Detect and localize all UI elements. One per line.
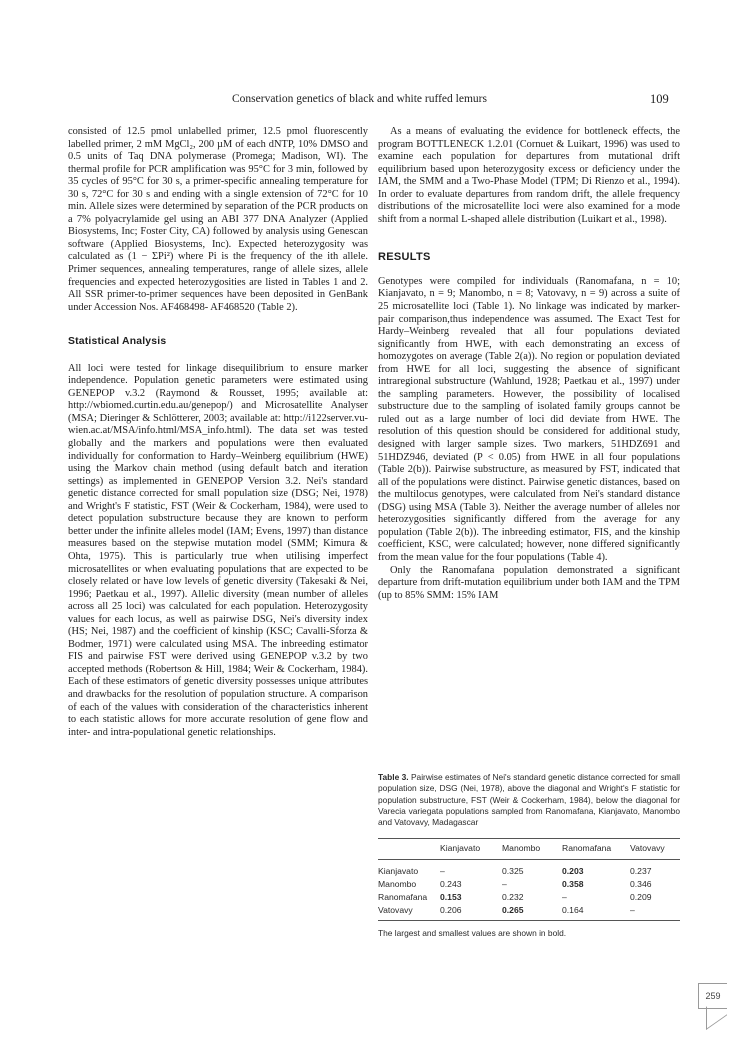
table-caption bbox=[378, 772, 680, 828]
table-row bbox=[378, 877, 680, 890]
table-header-cell bbox=[378, 839, 440, 860]
table-cell: 0.243 bbox=[440, 879, 462, 890]
table-cell: 0.203 bbox=[562, 866, 584, 877]
table-cell: – bbox=[502, 879, 507, 890]
page-number: 109 bbox=[650, 92, 669, 106]
table-cell: 0.209 bbox=[630, 892, 652, 903]
table-cell: 0.265 bbox=[502, 903, 562, 921]
table-cell: 0.325 bbox=[502, 866, 524, 877]
results-paragraph-2: Only the Ranomafana population demonstrated a significant departure from drift-mutation equilibrium under both IAM and the TPM (up to 85% SMM: 15% IAM bbox=[378, 564, 680, 601]
table-cell: 0.206 bbox=[440, 903, 502, 921]
right-column bbox=[378, 126, 680, 602]
left-column bbox=[68, 126, 368, 739]
row-label: Ranomafana bbox=[378, 892, 428, 903]
table-header-cell: Manombo bbox=[502, 839, 562, 860]
table-header-cell: Kianjavato bbox=[440, 839, 502, 860]
table-cell: 0.346 bbox=[630, 879, 652, 890]
statistical-analysis-heading: Statistical Analysis bbox=[68, 336, 167, 348]
table-row bbox=[378, 890, 680, 903]
table-cell: 0.237 bbox=[630, 866, 652, 877]
methods-paragraph: consisted of 12.5 pmol unlabelled primer, 12.5 pmol fluorescently labelled primer, 2 mM MgCl₂, 200 µM of each dNTP, 10% DMSO and 0.5 units of Taq DNA polymerase (Promega; Madison, WI). The thermal profile for PCR amplification was 95°C for 3 min, followed by 35 cycles of 95°C for 30 s, a primer-specific annealing temperature for 30 s, 72°C for 30 s and ending with a single extension of 72°C for 10 min. Allele sizes were determined by separation of the PCR products on a 7% polyacrylamide gel using an ABI 377 DNA Analyzer (Applied Biosystems, Inc; Foster City, CA) followed by analysis using Genescan software (Applied Biosystems, Inc). Expected heterozygosity was calculated as (1 − ΣPi²) where Pi is the frequency of the ith allele. Primer sequences, annealing temperatures, range of allele sizes, allele frequencies and expected heterozygosities are listed in Tables 1 and 2. All SSR primer-to-primer sequences have been deposited in GenBank under Accession Nos. AF468498- AF468520 (Table 2). bbox=[68, 126, 368, 313]
table-cell: 0.358 bbox=[562, 879, 584, 890]
table-3 bbox=[378, 772, 680, 938]
page-stamp: 259 bbox=[698, 983, 727, 1009]
table-row bbox=[378, 903, 680, 921]
page-header bbox=[0, 93, 745, 109]
row-label: Vatovavy bbox=[378, 903, 440, 921]
bottleneck-paragraph: As a means of evaluating the evidence for bottleneck effects, the program BOTTLENECK 1.2.01 (Cornuet & Luikart, 1996) was used to examine each population for departures from mutational drift equilibrium based upon heterozygosity excess or deficiency under the IAM, the SMM and a Two-Phase Model (TPM; Di Rienzo et al., 1994). In order to evaluate departures from random drift, the allele frequency distributions of the microsatellite loci were also examined for a mode shift from a normal L-shaped allele distribution (Luikart et al., 1998). bbox=[378, 126, 680, 225]
table-cell: 0.232 bbox=[502, 892, 524, 903]
table-note: The largest and smallest values are shown in bold. bbox=[378, 928, 567, 939]
table-cell: 0.164 bbox=[562, 903, 630, 921]
results-paragraph: Genotypes were compiled for individuals (Ranomafana, n = 10; Kianjavato, n = 9; Manombo, n = 8; Vatovavy, n = 9) across a suite of 25 microsatellite loci (Table 1). No linkage was indicated by marker-pair comparison,thus independence was assumed. The Exact Test for Hardy–Weinberg revealed that all four populations deviated significantly from HWE, with each demonstrating an excess of homozygotes on average (Table 2(a)). No region or population deviated from HWE for all loci, suggesting the absence of significant intraregional substructure (Wahlund, 1928; Paetkau et al., 1997) under the sampling parameters. However, the possibility of localised substructure due to the sampling of isolated family groups cannot be ruled out as a large number of loci did deviate from HWE. The resolution of this question should be considered for additional study, designed with larger sample sizes. Two markers, 51HDZ691 and 51HDZ946, deviated (P < 0.05) from HWE in all four populations (Table 2(b)). Pairwise substructure, as measured by FST, indicated that all of the populations were distinct. Pairwise genetic distances, based on the multilocus genotypes, were calculated from Nei's standard distance (DSG) using MSA (Table 3). Neither the average number of alleles nor heterozygosities significantly differed from the average for any population (Table 2(b)). The inbreeding estimator, FIS, and the kinship coefficient, KSC, were calculated; however, none differed significantly from the mean value for the four populations (Table 4). bbox=[378, 275, 680, 563]
table-cell: 0.153 bbox=[440, 892, 462, 903]
running-title: Conservation genetics of black and white ruffed lemurs bbox=[232, 93, 487, 105]
table-cell: – bbox=[630, 903, 680, 921]
table-caption-label: Table 3. bbox=[378, 772, 409, 782]
row-label: Manombo bbox=[378, 879, 417, 890]
statistical-analysis-paragraph: All loci were tested for linkage disequilibrium to ensure marker independence. Population genetic parameters were estimated using GENEPOP v.3.2 (Raymond & Rousset, 1995; available at: http://wbiomed.curtin.edu.au/genepop/) and Microsatellite Analyser (MSA; Dieringer & Schlötterer, 2003; available at: http://i122server.vu-wien.ac.at/MSA/info.html/MSA_info.html). The data set was tested globally and the markers and populations were then evaluated individually for conformation to Hardy–Weinberg equilibrium (HWE) using the Markov chain method (using default batch and iteration settings) as implemented in GENEPOP Version 3.2. Nei's standard genetic distance corrected for small population size (DSG; Nei, 1978) and Wright's F statistic, FST (Weir & Cockerham, 1984), were used to detect population substructure because they are known to perform better under the infinite alleles model (IAM; Evens, 1997) than distance measures based on the stepwise mutation model (SMM; Kimura & Ohta, 1975). This is particularly true when utilising imperfect microsatellites or when evaluating populations that are expected to be closely related or have low levels of genetic diversity (Takesaki & Nei, 1996; Paetkau et al., 1997). Allelic diversity (mean number of alleles across all 25 loci) was calculated for each population. Heterozygosity values for each locus, as well as pairwise DSG, Nei's diversity index (HS; Nei, 1987) and the coefficient of kinship (KSC; Cavalli-Sforza & Bodmer, 1971) were calculated using MSA. The inbreeding estimator FIS and pairwise FST were derived using GENEPOP v.3.2 by two accepted methods (Robertson & Hill, 1984; Weir & Cockerham, 1984). Each of these estimators of genetic diversity possesses unique attributes and drawbacks for the resolution of population structure. A comparison of each of the values with consideration of the characteristics inherent to each statistic allows for more accurate resolution of gene flow and inter- and intra-populational genetic relationships. bbox=[68, 362, 368, 738]
table-header-cell: Ranomafana bbox=[562, 839, 630, 860]
table-caption-text: Pairwise estimates of Nei's standard genetic distance corrected for small population size, DSG (Nei, 1978), above the diagonal and Wright's F statistic for population substructure, FST (Weir & Cockerham, 1984), below the diagonal for Varecia variegata populations sampled from Ranomafana, Kianjavato, Manombo and Vatovavy, Madagascar bbox=[378, 772, 680, 828]
table-cell: – bbox=[440, 866, 445, 877]
table-header-row bbox=[378, 839, 680, 860]
row-label: Kianjavato bbox=[378, 866, 419, 877]
table-header-cell: Vatovavy bbox=[630, 839, 680, 860]
table-row bbox=[378, 860, 680, 878]
table-cell: – bbox=[562, 892, 567, 903]
distance-table bbox=[378, 838, 680, 921]
results-heading: RESULTS bbox=[378, 251, 431, 264]
